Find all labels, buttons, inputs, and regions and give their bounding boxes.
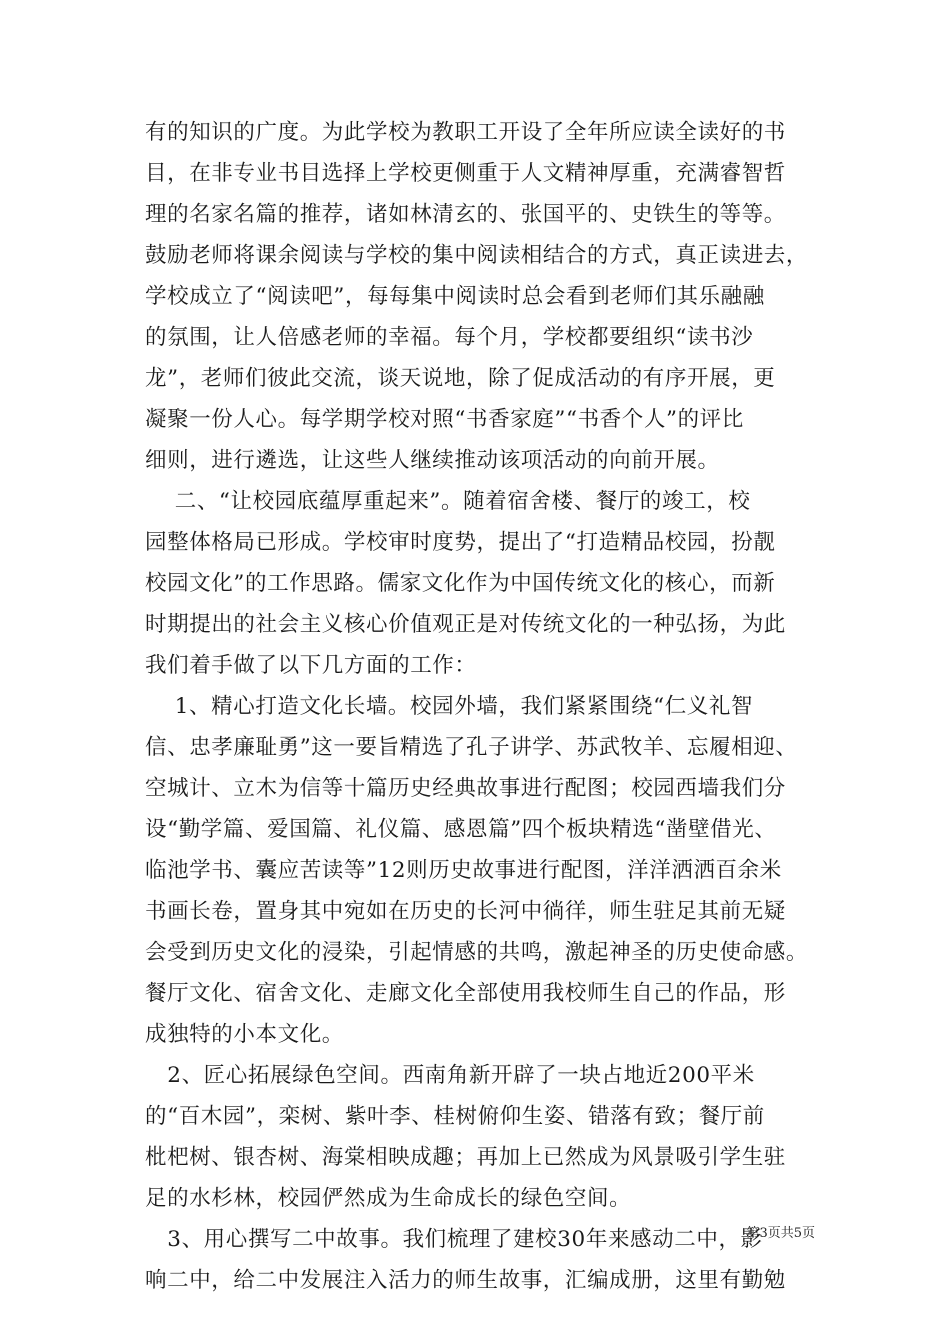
text-line: 临池学书、囊应苦读等”12则历史故事进行配图，洋洋洒洒百余米 [145,858,782,883]
text-line: 餐厅文化、宿舍文化、走廊文化全部使用我校师生自己的作品，形 [145,981,786,1006]
text-line: 理的名家名篇的推荐，诸如林清玄的、张国平的、史铁生的等等。 [145,202,786,227]
text-line: 空城计、立木为信等十篇历史经典故事进行配图；校园西墙我们分 [145,776,786,801]
text-line: 园整体格局已形成。学校审时度势，提出了“打造精品校园，扮靓 [145,530,776,555]
paragraph-start-line: 1、精心打造文化长墙。校园外墙，我们紧紧围绕“仁义礼智 [145,694,754,719]
text-line: 设“勤学篇、爱国篇、礼仪篇、感恩篇”四个板块精选“凿壁借光、 [145,817,777,842]
paragraph-heading-line: 二、“让校园底蕴厚重起来”。随着宿舍楼、餐厅的竣工，校 [145,489,751,514]
paragraph-start-line: 2、匠心拓展绿色空间。西南角新开辟了一块占地近200平米 [145,1063,755,1088]
text-line: 响二中，给二中发展注入活力的师生故事，汇编成册，这里有勤勉 [145,1268,786,1293]
text-line: 我们着手做了以下几方面的工作： [145,653,477,678]
text-line: 凝聚一份人心。每学期学校对照“书香家庭”“书香个人”的评比 [145,407,744,432]
text-line: 会受到历史文化的浸染，引起情感的共鸣，激起神圣的历史使命感。 [145,940,809,965]
text-line: 时期提出的社会主义核心价值观正是对传统文化的一种弘扬，为此 [145,612,786,637]
text-line: 龙”，老师们彼此交流，谈天说地，除了促成活动的有序开展，更 [145,366,776,391]
text-line: 信、忠孝廉耻勇”这一要旨精选了孔子讲学、苏武牧羊、忘履相迎、 [145,735,798,760]
text-line: 有的知识的广度。为此学校为教职工开设了全年所应读全读好的书 [145,120,786,145]
text-line: 书画长卷，置身其中宛如在历史的长河中徜徉，师生驻足其前无疑 [145,899,786,924]
text-line: 细则，进行遴选，让这些人继续推动该项活动的向前开展。 [145,448,720,473]
text-line: 鼓励老师将课余阅读与学校的集中阅读相结合的方式，真正读进去， [145,243,809,268]
text-line: 的“百木园”，栾树、紫叶李、桂树俯仰生姿、错落有致；餐厅前 [145,1104,765,1129]
text-line: 枇杷树、银杏树、海棠相映成趣；再加上已然成为风景吸引学生驻 [145,1145,786,1170]
page-number: 第3页共5页 [746,1226,815,1241]
text-line: 足的水杉林，校园俨然成为生命成长的绿色空间。 [145,1186,632,1211]
text-line: 目，在非专业书目选择上学校更侧重于人文精神厚重，充满睿智哲 [145,161,786,186]
text-line: 成独特的小本文化。 [145,1022,344,1047]
text-line: 的氛围，让人倍感老师的幸福。每个月，学校都要组织“读书沙 [145,325,754,350]
text-line: 校园文化”的工作思路。儒家文化作为中国传统文化的核心，而新 [145,571,776,596]
paragraph-start-line: 3、用心撰写二中故事。我们梳理了建校30年来感动二中，影 [145,1227,763,1252]
text-line: 学校成立了“阅读吧”，每每集中阅读时总会看到老师们其乐融融 [145,284,765,309]
